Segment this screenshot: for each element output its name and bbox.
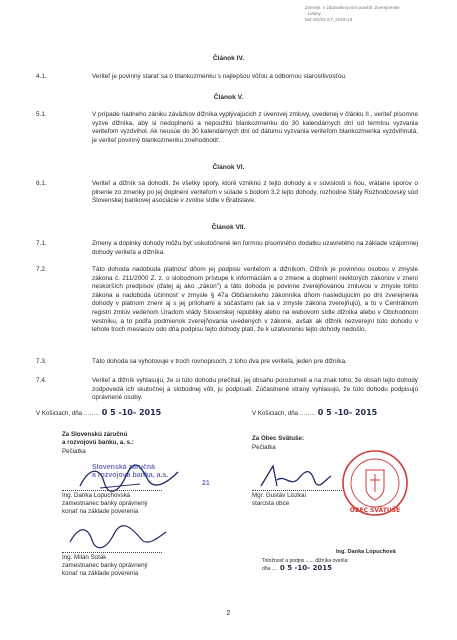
clause-number: 7.2. bbox=[36, 266, 47, 273]
stamp-line: Slovenská záručná bbox=[92, 464, 156, 471]
clause-text: Táto dohoda nadobúda platnosť dňom jej podpisu veriteľom a dlžníkom. Dlžník je povinnou osobou v zmysle zákona č. 211/2000 Z. z. o slobodnom prístupe k informáciám a o zmene a doplnení niektorých zákonov v znení neskorších predpisov (ďalej aj ako „zákon") a táto dohoda je povinne zverejňovanou zmluvou v zmysle tohto zákona a nadobúda účinnosť v zmysle § 47a Občianskeho zákonníka dňom nasledujúcim po dni zverejnenia dohody v platnom znení aj s jej prílohami a súčasťami (ak sa v zmysle zákona zverejňujú), a to v Centrálnom registri zmlúv vedenom Úradom vlády Slovenskej republiky alebo na webovom sídle dlžníka alebo v Obchodnom vestníku, a to podľa podmienok zverejňovania uvedených v zákone, avšak ak dlžník nezverejní túto dohodu v lehote troch mesiacov odo dňa podpisu tejto dohody platí, že k uzatvoreniu tejto dohody nedošlo. bbox=[92, 266, 418, 334]
stamp-line: 21 bbox=[202, 480, 210, 487]
signer-name: Ing. Danka Lopuchovská bbox=[62, 492, 131, 499]
obec-seal-text: OBEC SVÄTUŠE bbox=[349, 507, 401, 514]
page-number: 2 bbox=[226, 610, 231, 617]
signer-2 bbox=[62, 554, 148, 578]
verify-name: Ing. Danka Lopuchová bbox=[336, 549, 396, 555]
place-label: V Košiciach, dňa bbox=[252, 410, 299, 417]
registry-header bbox=[305, 5, 445, 23]
signer-role: zamestnanec banky oprávnený bbox=[62, 500, 148, 507]
signature-line bbox=[252, 490, 342, 491]
clause-number: 4.1. bbox=[36, 73, 47, 80]
obec-seal bbox=[340, 448, 410, 518]
handwritten-date: 0 5 -10- 2015 bbox=[101, 408, 162, 417]
signer-role: konať na základe poverenia bbox=[62, 570, 139, 577]
obec-stamp-label: Pečiatka bbox=[252, 444, 276, 451]
handwritten-date: 0 5 -10- 2015 bbox=[317, 408, 378, 417]
clause-number: 5.1. bbox=[36, 111, 47, 118]
clause-text: Veriteľ a dlžník vyhlasujú, že si túto dohodu prečítali, jej obsahu porozumeli a na znak toho, že obsah tejto dohody zodpovedá ich skutočnej a slobodnej vôli, ju podpísali. Zúčastnené strany vyhlasujú, že túto dohodu podpisujú oprávnené osoby. bbox=[92, 377, 418, 402]
bank-name bbox=[62, 431, 134, 447]
clause-number: 6.1. bbox=[36, 180, 47, 187]
signer-1 bbox=[62, 492, 148, 516]
signer-name: Mgr. Gustáv Liszkai bbox=[252, 492, 306, 499]
verification-text: dňa bbox=[262, 566, 271, 572]
clause-text: Zmeny a doplnky dohody môžu byť uskutočnené len formou písomného dodatku uzavretého na základe vzájomnej dohody veriteľa a dlžníka. bbox=[92, 240, 418, 256]
signer-name: Ing. Milan Soták bbox=[62, 554, 107, 561]
header-line: MZ-3/2/01 K7_2015-13 bbox=[305, 17, 353, 22]
right-date-line: V Košiciach, dňa ........ 0 5 -10- 2015 bbox=[252, 408, 378, 417]
clause-text: Táto dohoda sa vyhotovuje v troch rovnopisoch, z toho dva pre veriteľa, jeden pre dlžníka. bbox=[92, 358, 347, 365]
clause-text: V prípade riadneho zániku záväzkov dlžníka vyplývajúcich z úverovej zmluvy, uvedenej v článku II., veriteľ písomne vyzve dlžníka, aby si nedoplnenú a nepoužitú blankozmenku do 30 kalendárnych dní od termínu vyzvania veriteľom vyzdvihol. Ak neusúe do 30 kalendárnych dní od dátumu vyzvania veriteľom blankozmenka vyzdvihnutá, je veriteľ povinný blankozmenku znehodnotiť. bbox=[92, 111, 418, 144]
bank-name-line: a rozvojovú banku, a. s.: bbox=[62, 439, 134, 446]
clause-text: Veriteľ a dlžník sa dohodli, že všetky spory, ktoré vzniknú z tejto dohody a v súvislosti s ňou, vrátane sporov o plnenie zo zmenky po jej doplnení veriteľom v súlade s bodom 3.2 tejto dohody, rozhodne Stály Rozhodcovský súd Slovenskej bankovej asociácie v zvolne sídle v Bratislave. bbox=[92, 180, 418, 205]
clause-number: 7.1. bbox=[36, 240, 47, 247]
verification-date: 0 5 -10- 2015 bbox=[279, 564, 332, 572]
clause-number: 7.4. bbox=[36, 377, 47, 384]
verification-block: Totožnosť a podpis ...... dlžníka overila: dňa .... 0 5 -10- 2015 bbox=[262, 558, 349, 572]
stamp-line: a rozvojová banka, a.s. bbox=[92, 472, 169, 479]
article-5-title: Článok V. bbox=[213, 94, 244, 101]
signer-role: konať na základe poverenia bbox=[62, 508, 139, 515]
article-4-title: Článok IV. bbox=[212, 55, 245, 62]
obec-name: Za Obec Svätuše: bbox=[252, 435, 304, 442]
signer-obec bbox=[252, 492, 306, 508]
bank-name-line: Za Slovenskú záručnú bbox=[62, 431, 128, 438]
bank-stamp-label: Pečiatka bbox=[62, 448, 86, 455]
clause-number: 7.3. bbox=[36, 358, 47, 365]
left-date-line: V Košiciach, dňa ........ 0 5 -10- 2015 bbox=[36, 408, 162, 417]
header-line: - Listiny bbox=[305, 11, 321, 16]
signature-line bbox=[62, 552, 162, 553]
signature-line bbox=[62, 490, 162, 491]
verification-text: Totožnosť a podpis ...... dlžníka overila: bbox=[262, 558, 349, 564]
bank-signature-2 bbox=[62, 520, 172, 552]
clause-text: Veriteľ je povinný starať sa o blankozmenku s najlepšou vôľou a odbornou starostlivosťou. bbox=[92, 73, 347, 80]
header-line: Zverejn. v zdanoslinovom pravidl. Zverejnenke bbox=[305, 5, 400, 10]
signer-role: zamestnanec banky oprávnený bbox=[62, 562, 148, 569]
article-6-title: Článok VI. bbox=[212, 164, 245, 171]
place-label: V Košiciach, dňa bbox=[36, 410, 83, 417]
signer-role: starosta obce bbox=[252, 500, 290, 507]
article-7-title: Článok VII. bbox=[211, 224, 246, 231]
